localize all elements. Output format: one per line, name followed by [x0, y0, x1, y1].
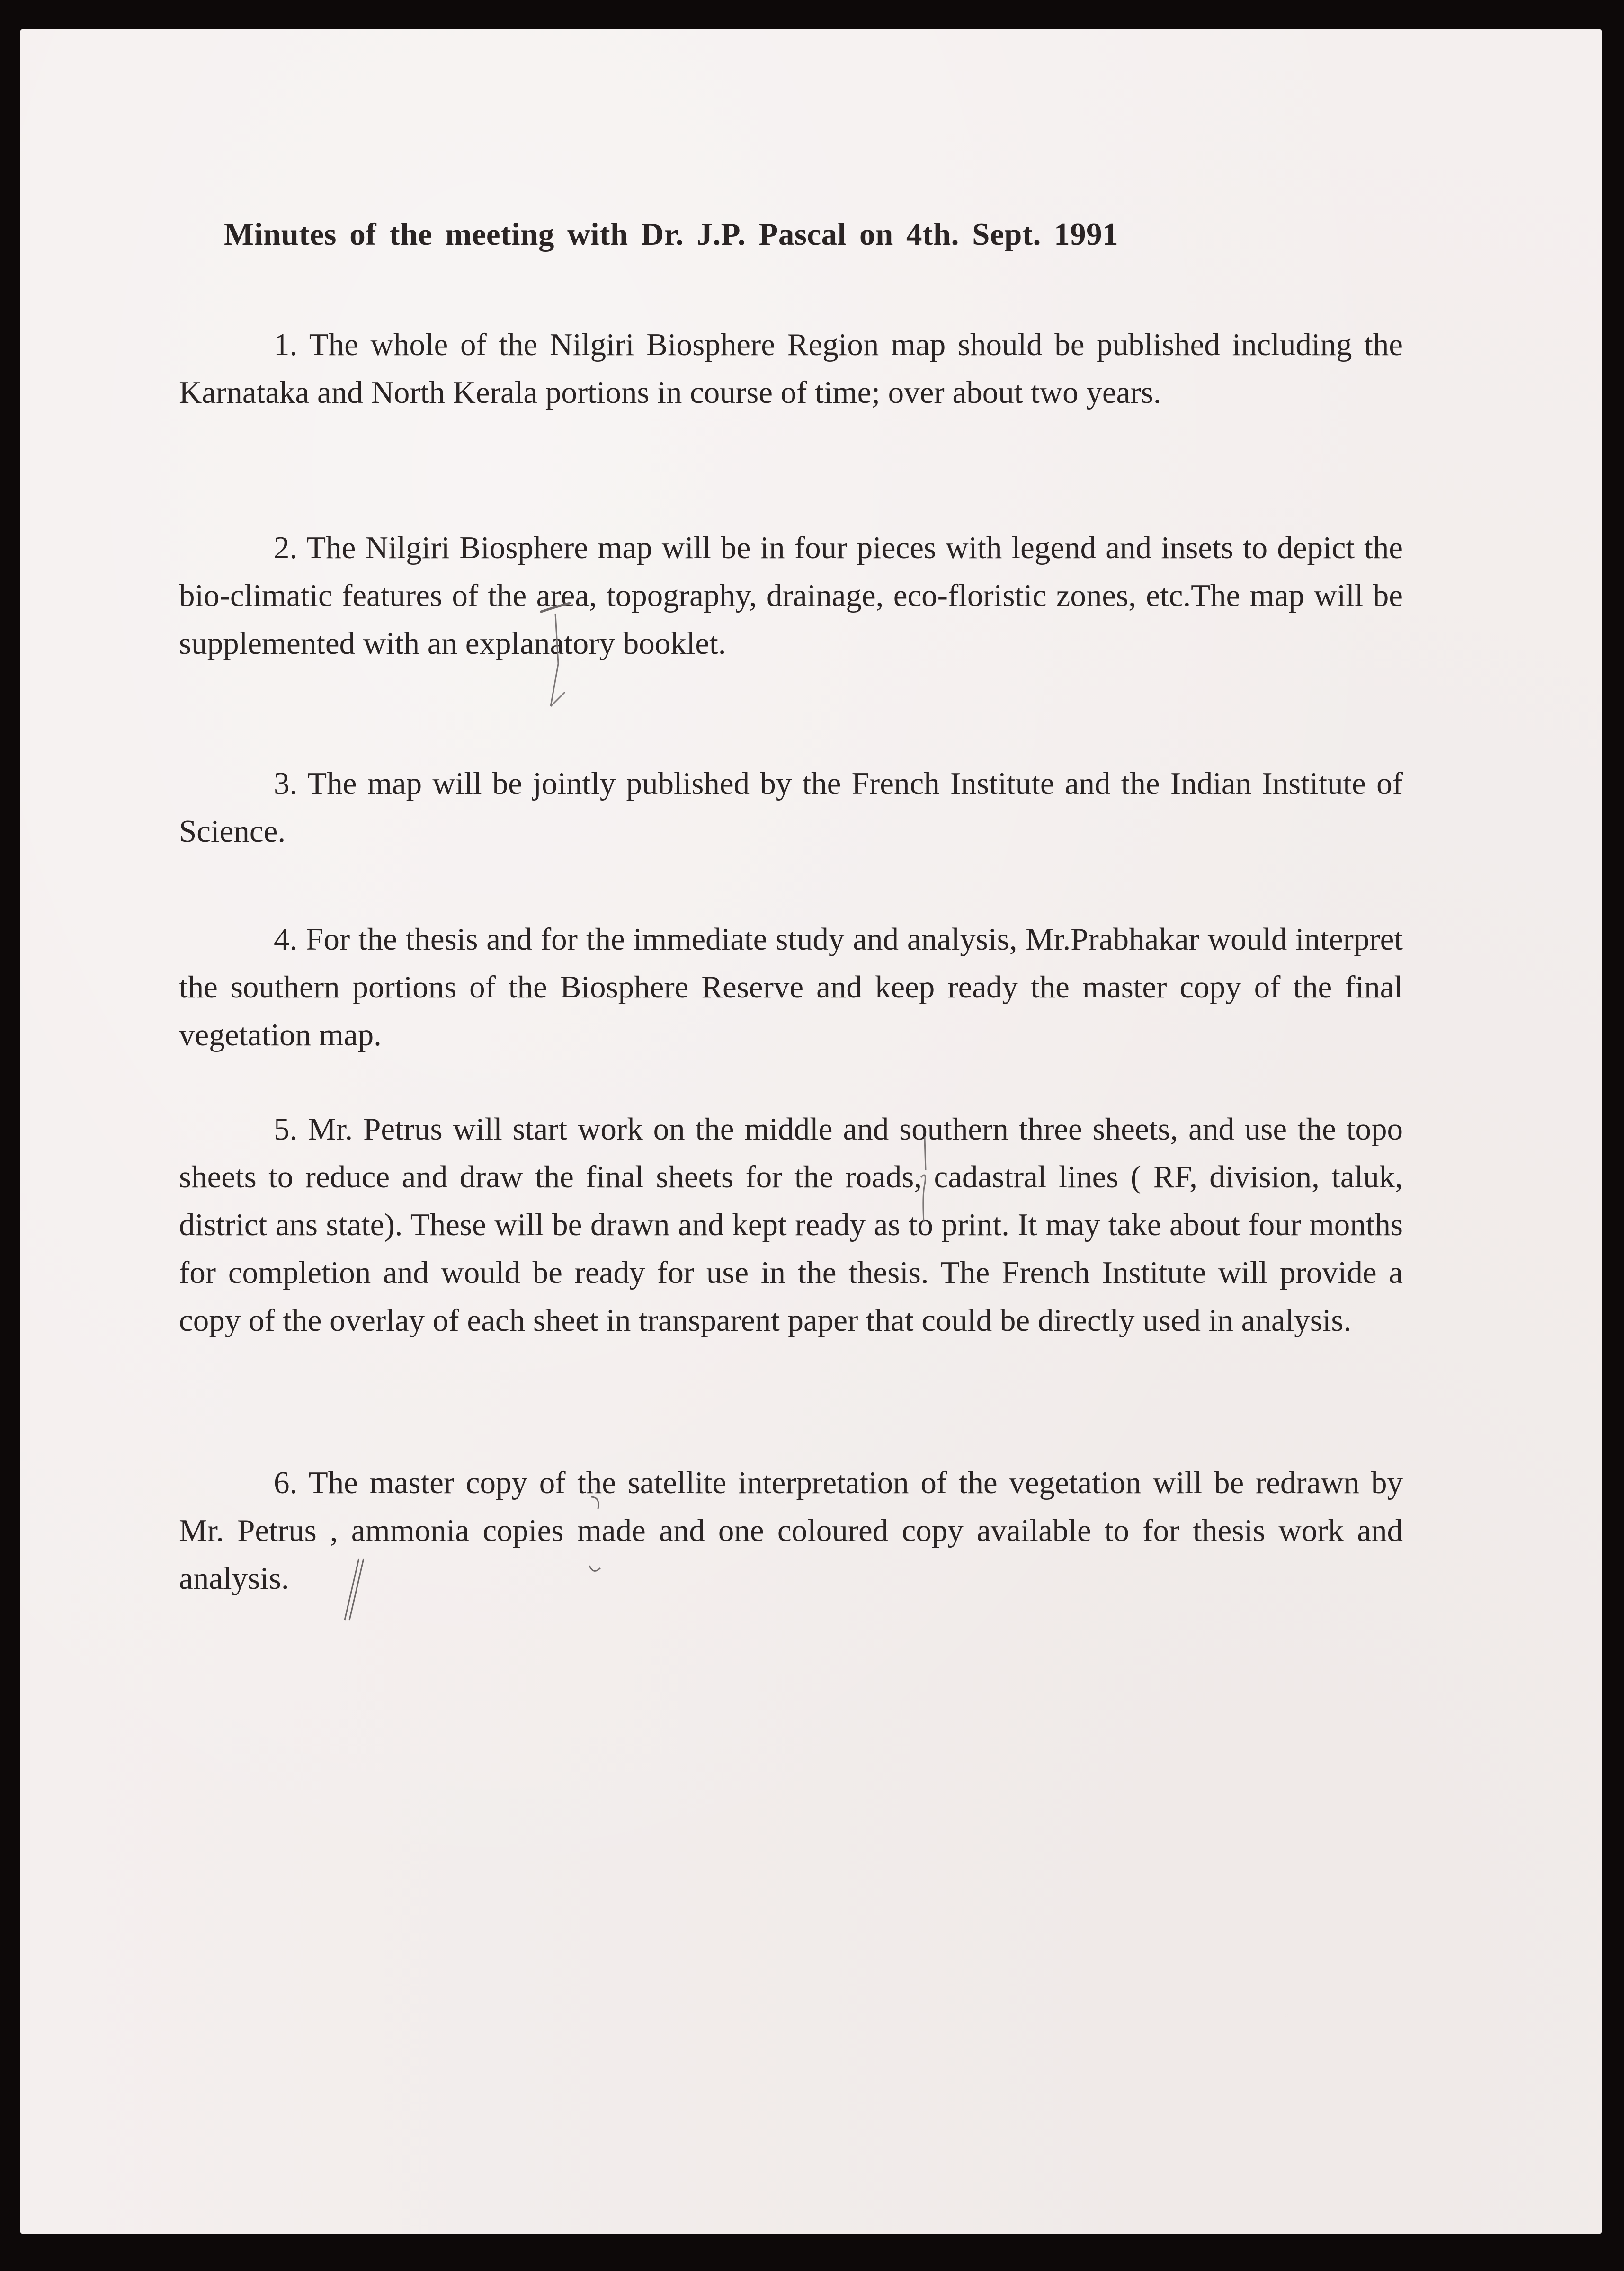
item-number: 4. [274, 922, 298, 957]
minute-item-1 [179, 321, 1403, 417]
item-text: The Nilgiri Biosphere map will be in four pieces with legend and insets to depict the bio-climatic features of the area, topography, drainage, eco-floristic zones, etc.The map will be supplemented with an explanatory booklet. [179, 530, 1403, 661]
item-text: The master copy of the satellite interpretation of the vegetation will be redrawn by Mr. Petrus , ammonia copies made and one coloured copy available to for thesis work and analysis. [179, 1465, 1403, 1596]
item-text: For the thesis and for the immediate study and analysis, Mr.Prabhakar would interpret the southern portions of the Biosphere Reserve and keep ready the master copy of the final vegetation map. [179, 922, 1403, 1052]
document-title: Minutes of the meeting with Dr. J.P. Pascal on 4th. Sept. 1991 [224, 217, 1119, 252]
minute-item-2 [179, 524, 1403, 668]
minute-item-5 [179, 1105, 1403, 1345]
item-number: 3. [274, 766, 298, 801]
paper-page [20, 29, 1602, 2234]
item-number: 2. [274, 530, 298, 565]
minute-item-6 [179, 1459, 1403, 1603]
item-number: 5. [274, 1112, 298, 1147]
item-text: The whole of the Nilgiri Biosphere Region map should be published including the Karnataka and North Kerala portions in course of time; over about two years. [179, 327, 1403, 410]
minute-item-3 [179, 760, 1403, 855]
item-number: 1. [274, 327, 298, 362]
item-text: Mr. Petrus will start work on the middle and southern three sheets, and use the topo sheets to reduce and draw the final sheets for the roads, cadastral lines ( RF, division, taluk, district ans state). These will be drawn and kept ready as to print. It may take about four months for completion and would be ready for use in the thesis. The French Institute will provide a copy of the overlay of each sheet in transparent paper that could be directly used in analysis. [179, 1112, 1403, 1338]
item-text: The map will be jointly published by the French Institute and the Indian Institute of Science. [179, 766, 1403, 849]
item-number: 6. [274, 1465, 298, 1500]
minute-item-4 [179, 916, 1403, 1059]
